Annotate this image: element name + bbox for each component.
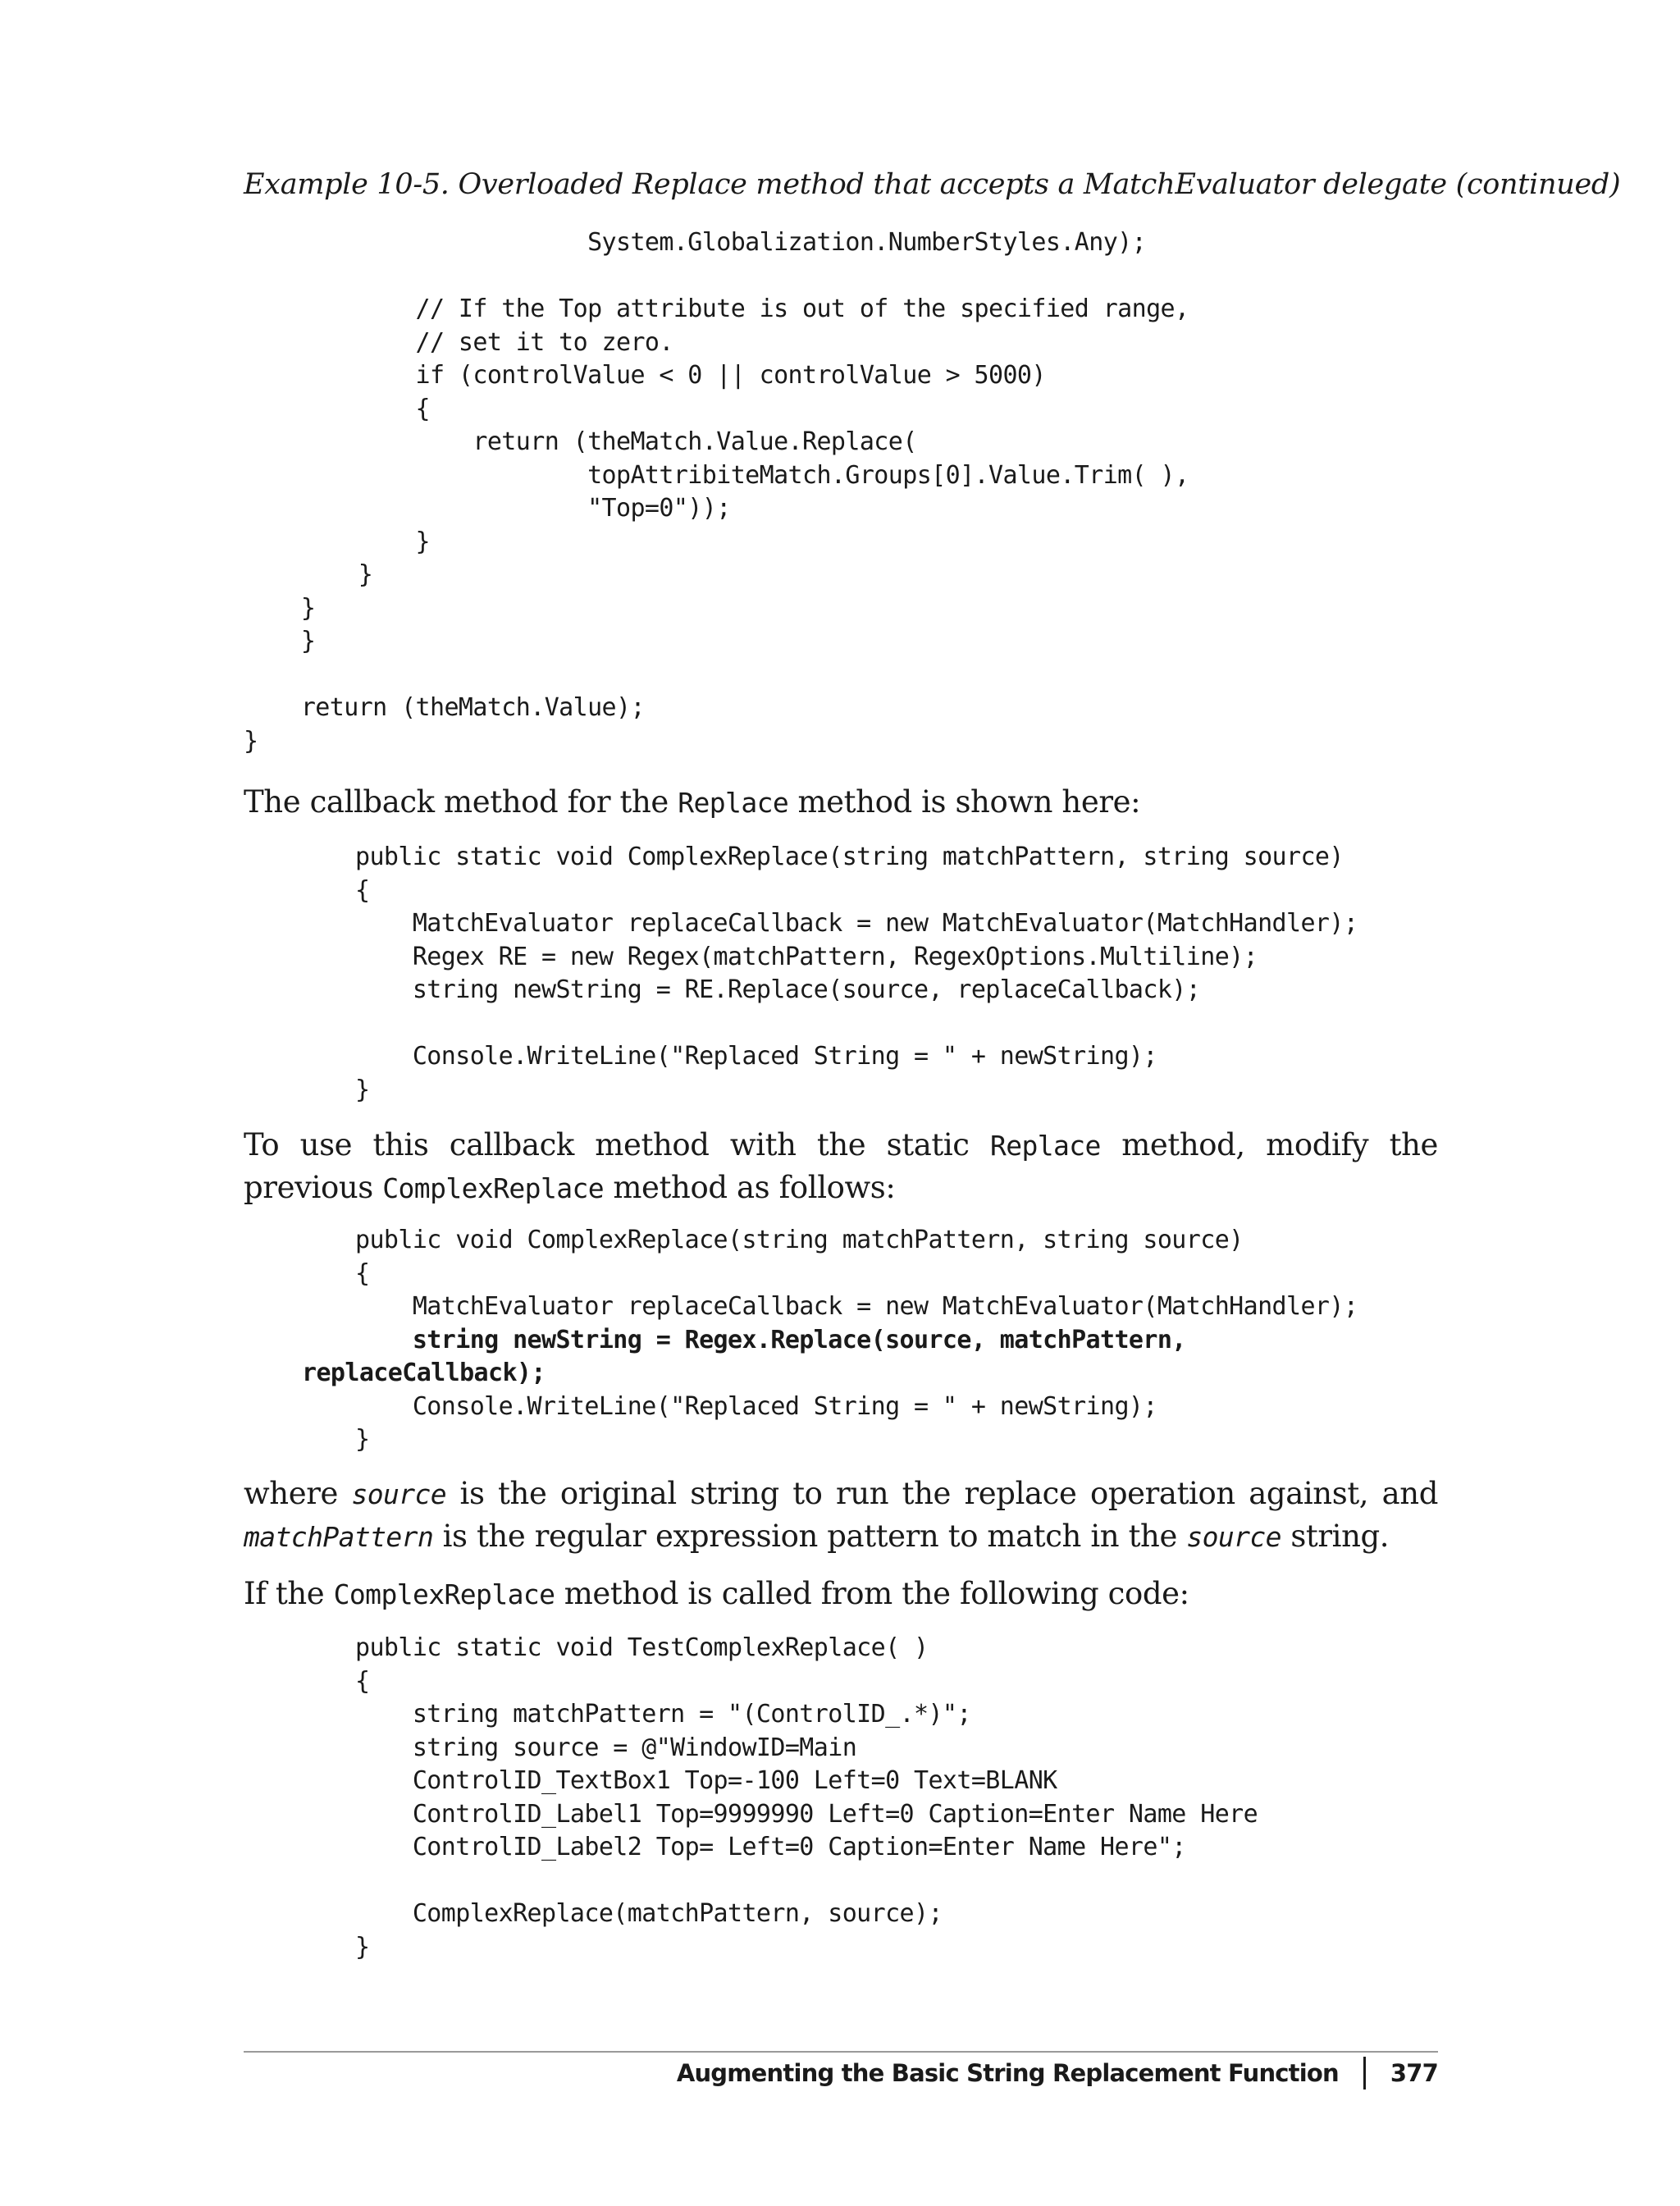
paragraph-callback-intro bbox=[244, 781, 1438, 824]
code-line: return (theMatch.Value.Replace( bbox=[244, 427, 917, 456]
paragraph-called-from bbox=[244, 1573, 1438, 1615]
code-line: ComplexReplace(matchPattern, source); bbox=[355, 1899, 943, 1928]
code-line: } bbox=[244, 560, 373, 589]
code-line: } bbox=[244, 593, 316, 623]
paragraph-text: method is called from the following code: bbox=[555, 1576, 1189, 1611]
code-line: topAttribiteMatch.Groups[0].Value.Trim( ), bbox=[244, 460, 1189, 490]
running-footer-title: Augmenting the Basic String Replacement Function bbox=[676, 2059, 1339, 2087]
code-line: } bbox=[355, 1425, 370, 1454]
code-line: ControlID_Label1 Top=9999990 Left=0 Caption=Enter Name Here bbox=[355, 1799, 1258, 1829]
code-line: public static void ComplexReplace(string matchPattern, string source) bbox=[355, 843, 1344, 871]
code-line bbox=[244, 260, 1189, 294]
code-line: // If the Top attribute is out of the specified range, bbox=[244, 295, 1189, 323]
paragraph-source-explanation bbox=[244, 1473, 1438, 1558]
code-block-complex-replace bbox=[355, 841, 1358, 1107]
inline-code-italic: source bbox=[1186, 1521, 1281, 1553]
paragraph-text: If the bbox=[244, 1576, 334, 1611]
code-line: if (controlValue < 0 || controlValue > 5000) bbox=[244, 361, 1046, 390]
code-line-bold: string newString = Regex.Replace(source, matchPattern, bbox=[355, 1325, 1186, 1354]
inline-code: ComplexReplace bbox=[382, 1172, 605, 1204]
inline-code-italic: matchPattern bbox=[244, 1521, 434, 1553]
code-line: public void ComplexReplace(string matchPattern, string source) bbox=[355, 1226, 1244, 1254]
paragraph-text: method as follows: bbox=[604, 1170, 896, 1205]
code-line bbox=[355, 1865, 1258, 1898]
inline-code: Replace bbox=[678, 787, 789, 819]
code-line: System.Globalization.NumberStyles.Any); bbox=[244, 228, 1147, 257]
code-line: } bbox=[355, 1075, 370, 1104]
code-line: { bbox=[355, 1258, 370, 1288]
paragraph-text: The callback method for the bbox=[244, 784, 678, 820]
example-caption: Example 10-5. Overloaded Replace method that accepts a MatchEvaluator delegate (continued) bbox=[244, 168, 1621, 201]
paragraph-text: method, modify the previous bbox=[244, 1127, 1438, 1205]
code-line: } bbox=[244, 726, 258, 756]
code-line: } bbox=[244, 527, 430, 556]
code-line: public static void TestComplexReplace( ) bbox=[355, 1633, 929, 1662]
paragraph-text: method is shown here: bbox=[788, 784, 1141, 820]
code-line: return (theMatch.Value); bbox=[244, 693, 645, 722]
page-number: 377 bbox=[1390, 2059, 1438, 2087]
footer-separator bbox=[1363, 2057, 1366, 2090]
code-line: { bbox=[244, 394, 430, 423]
code-line: string matchPattern = "(ControlID_.*)"; bbox=[355, 1700, 971, 1729]
code-line: "Top=0")); bbox=[244, 494, 731, 523]
code-line: { bbox=[355, 875, 370, 905]
paragraph-text: string. bbox=[1281, 1519, 1390, 1554]
inline-code: Replace bbox=[989, 1130, 1101, 1162]
code-line: Regex RE = new Regex(matchPattern, RegexOptions.Multiline); bbox=[355, 942, 1258, 971]
paragraph-static-replace bbox=[244, 1124, 1438, 1209]
code-line: // set it to zero. bbox=[244, 327, 673, 357]
code-line: string source = @"WindowID=Main bbox=[355, 1733, 857, 1762]
code-block-match-handler-end bbox=[244, 226, 1189, 758]
code-line bbox=[355, 1007, 1358, 1041]
code-line: Console.WriteLine("Replaced String = " + newString); bbox=[355, 1391, 1157, 1421]
code-line: MatchEvaluator replaceCallback = new MatchEvaluator(MatchHandler); bbox=[355, 909, 1358, 938]
code-block-complex-replace-static bbox=[302, 1224, 1358, 1457]
code-line: Console.WriteLine("Replaced String = " + newString); bbox=[355, 1042, 1157, 1071]
code-block-test-complex-replace bbox=[355, 1632, 1258, 1964]
paragraph-text: where bbox=[244, 1476, 352, 1511]
inline-code: ComplexReplace bbox=[333, 1578, 555, 1610]
inline-code-italic: source bbox=[351, 1478, 447, 1510]
code-line: } bbox=[244, 627, 316, 655]
code-line-bold-wrapped: replaceCallback); bbox=[302, 1359, 546, 1387]
code-line: { bbox=[355, 1666, 370, 1696]
page-footer bbox=[677, 2053, 1438, 2094]
code-line: } bbox=[355, 1932, 370, 1962]
code-line: ControlID_TextBox1 Top=-100 Left=0 Text=BLANK bbox=[355, 1766, 1057, 1795]
paragraph-text: is the regular expression pattern to match in the bbox=[433, 1519, 1187, 1554]
paragraph-text: is the original string to run the replace operation against, and bbox=[446, 1476, 1439, 1511]
code-line bbox=[244, 659, 1189, 692]
code-line: string newString = RE.Replace(source, replaceCallback); bbox=[355, 975, 1201, 1004]
code-line: ControlID_Label2 Top= Left=0 Caption=Enter Name Here"; bbox=[355, 1833, 1186, 1861]
paragraph-text: To use this callback method with the static bbox=[244, 1127, 990, 1162]
code-line: MatchEvaluator replaceCallback = new MatchEvaluator(MatchHandler); bbox=[355, 1292, 1358, 1321]
